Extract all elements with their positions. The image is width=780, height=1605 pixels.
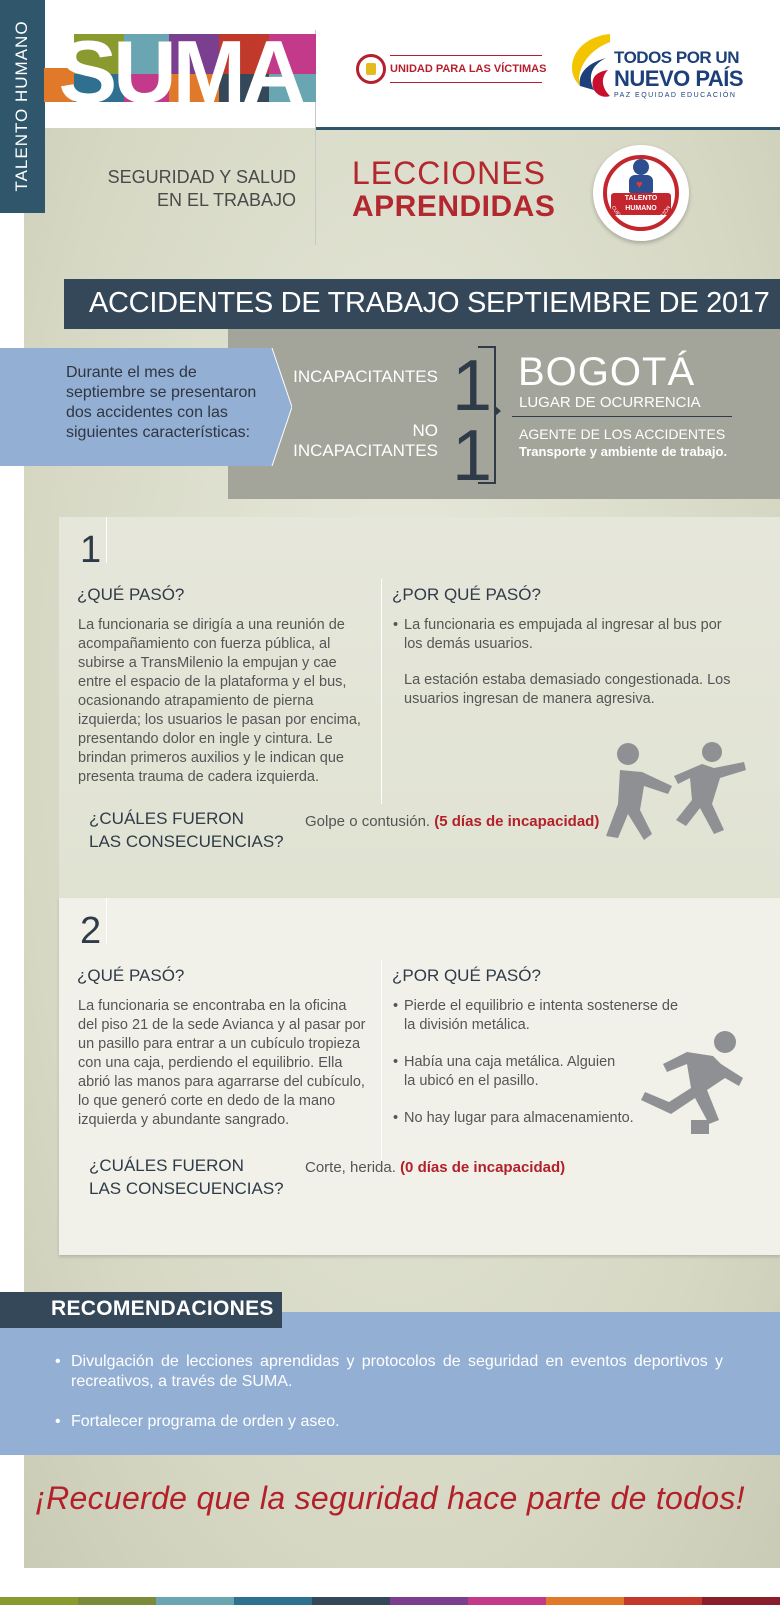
- incapacitantes-count: 1: [452, 346, 493, 426]
- what-heading: ¿QUÉ PASÓ?: [77, 585, 185, 604]
- why-item: • Pierde el equilibrio e intenta sostenerse de la división metálica.: [393, 997, 693, 1035]
- no-label: NO: [412, 421, 438, 440]
- why-item: La estación estaba demasiado congestionada. Los usuarios ingresan de manera agresiva.: [404, 672, 731, 707]
- badge-label: TALENTO HUMANO: [611, 193, 671, 215]
- suma-logo-text: SUMA: [58, 34, 302, 110]
- todos-line1: TODOS POR UN: [614, 48, 739, 67]
- color-stripe-segment: [312, 1597, 390, 1605]
- color-stripe-segment: [624, 1597, 702, 1605]
- title-bar: [64, 279, 780, 329]
- why-item: • No hay lugar para almacenamiento.: [393, 1109, 693, 1128]
- incapacitantes-label: INCAPACITANTES: [293, 367, 438, 386]
- agent-label: AGENTE DE LOS ACCIDENTES: [519, 426, 726, 442]
- color-stripe-segment: [156, 1597, 234, 1605]
- consequences-heading: ¿CUÁLES FUERON LAS CONSECUENCIAS?: [89, 809, 284, 851]
- incident-card-1: [59, 517, 780, 898]
- no-incapacitantes-label: INCAPACITANTES: [293, 441, 438, 460]
- color-stripe-segment: [390, 1597, 468, 1605]
- what-heading: ¿QUÉ PASÓ?: [77, 966, 185, 985]
- color-stripe-segment: [78, 1597, 156, 1605]
- slogan: ¡Recuerde que la seguridad hace parte de todos!: [35, 1480, 745, 1516]
- lecciones-word: LECCIONES: [352, 155, 546, 191]
- todos-line3: PAZ EQUIDAD EDUCACIÓN: [614, 92, 737, 99]
- color-stripe-segment: [702, 1597, 780, 1605]
- page-title: ACCIDENTES DE TRABAJO SEPTIEMBRE DE 2017: [89, 287, 770, 319]
- recommendation-item: • Divulgación de lecciones aprendidas y protocolos de seguridad en eventos deportivos y recreativos, a través de SUMA.: [55, 1353, 723, 1390]
- recommendations-tab: [0, 1292, 282, 1328]
- tripping-person-icon: [629, 1028, 749, 1138]
- consequences-heading: ¿CUÁLES FUERON LAS CONSECUENCIAS?: [89, 1156, 284, 1198]
- sst-line1: SEGURIDAD Y SALUD: [107, 167, 296, 187]
- aprendidas-word: APRENDIDAS: [352, 190, 556, 223]
- incapacity-days: (0 días de incapacidad): [400, 1159, 566, 1176]
- heart-icon: ♥: [636, 179, 643, 191]
- incident-number: 2: [80, 910, 102, 952]
- incapacity-days: (5 días de incapacidad): [434, 813, 600, 830]
- why-item: • La funcionaria es empujada al ingresar al bus por los demás usuarios.: [393, 616, 733, 654]
- why-heading: ¿POR QUÉ PASÓ?: [392, 585, 541, 604]
- city-caption: LUGAR DE OCURRENCIA: [519, 394, 701, 411]
- summary-intro: [0, 348, 292, 466]
- why-heading: ¿POR QUÉ PASÓ?: [392, 966, 541, 985]
- suma-logo: [44, 34, 316, 110]
- incident-number: 1: [80, 529, 102, 571]
- consequences-text: Golpe o contusión. (5 días de incapacidad): [305, 813, 600, 830]
- city-name: BOGOTÁ: [518, 350, 696, 394]
- what-text: La funcionaria se dirigía a una reunión de acompañamiento con fuerza pública, al subirse a TransMilenio la empujan y cae entre el espacio de la plataforma y el bus, ocasionando atrapamiento de pierna izquierda; los usuarios le pasan por encima, presentando dolor en ingle y cintura. Le brindan primeros auxilios y le indican que presenta trauma de cadera izquierda.: [78, 617, 361, 785]
- pushing-person-icon: [594, 742, 754, 862]
- badge-caption-arc: [593, 145, 689, 241]
- sst-line2: EN EL TRABAJO: [156, 190, 296, 210]
- colombia-seal-icon: [356, 54, 386, 84]
- bracket-arrow-icon: [494, 405, 501, 417]
- recommendation-item: • Fortalecer programa de orden y aseo.: [55, 1413, 340, 1430]
- todos-line2: NUEVO PAÍS: [614, 66, 744, 91]
- recommendations-panel: [0, 1312, 780, 1455]
- color-stripe-segment: [234, 1597, 312, 1605]
- color-stripe-segment: [546, 1597, 624, 1605]
- recommendations-title: RECOMENDACIONES: [51, 1297, 274, 1320]
- incident-card-2: [59, 898, 780, 1255]
- agent-value: Transporte y ambiente de trabajo.: [519, 444, 728, 459]
- side-tag: [0, 0, 45, 213]
- header-divider: [316, 127, 780, 130]
- no-incapacitantes-count: 1: [452, 416, 493, 496]
- summary-intro-text: Durante el mes de septiembre se presentaron dos accidentes con las siguientes características:: [66, 364, 257, 441]
- todos-por-un-nuevo-pais-logo: [566, 30, 744, 106]
- why-list: [393, 616, 733, 709]
- incapacitantes-counts: [290, 348, 450, 488]
- side-tag-label: TALENTO HUMANO: [12, 20, 31, 192]
- color-stripe-segment: [0, 1597, 78, 1605]
- victimas-logo: [356, 52, 546, 86]
- color-stripe-segment: [468, 1597, 546, 1605]
- lecciones-heading: [352, 155, 555, 222]
- talento-humano-badge: [593, 145, 689, 241]
- what-text: La funcionaria se encontraba en la oficina del piso 21 de la sede Avianca y al pasar por un pasillo para entrar a un cubículo tropieza con una caja, perdiendo el equilibrio. Ella abrió las manos para agarrarse del cubículo, lo que generó corte en dedo de la mano izquierda y abundante sangrado.: [78, 998, 366, 1128]
- victimas-text: UNIDAD PARA LAS VÍCTIMAS: [390, 63, 547, 75]
- flag-swoosh-icon: [566, 30, 614, 106]
- consequences-text: Corte, herida. (0 días de incapacidad): [305, 1159, 566, 1176]
- svg-text:CUIDAMOS CON EL CORAZÓN: CUIDAMOS CON EL CORAZÓN: [609, 205, 673, 228]
- why-item: • Había una caja metálica. Alguien la ubicó en el pasillo.: [393, 1053, 623, 1091]
- sst-heading: [70, 166, 296, 212]
